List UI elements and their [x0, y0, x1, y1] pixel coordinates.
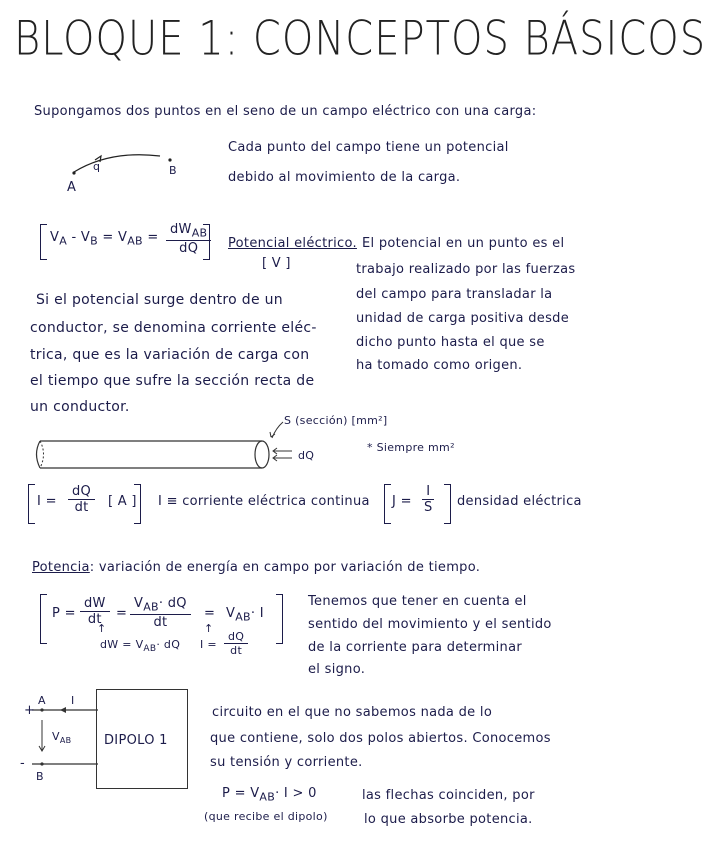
node-a-dot [40, 708, 43, 711]
power-lhs: P = [52, 606, 76, 621]
dipole-plus-sign: + [24, 703, 36, 718]
point-a-dot [72, 171, 75, 174]
power-fraction-1: $\frac{dW}{dt}$ [80, 596, 110, 627]
power-bracket-left [40, 594, 47, 644]
current-text-2: conductor, se denomina corriente eléc- [30, 320, 317, 336]
power-bracket-right [276, 594, 283, 644]
formula-bracket-right [203, 224, 210, 260]
potential-def-4: unidad de carga positiva desde [356, 311, 570, 326]
aux-up-arrow-2-icon: ↑ [204, 622, 214, 635]
charge-path-arc [74, 155, 160, 172]
power-note-4: el signo. [308, 662, 366, 677]
j-bracket-right [444, 484, 451, 524]
current-arrow-icon [60, 707, 66, 713]
dipole-node-b: B [36, 770, 44, 783]
power-definition: Potencia: variación de energía en campo por variación de tiempo. [32, 560, 481, 575]
dipole-arrows-note-2: lo que absorbe potencia. [364, 812, 533, 827]
i-unit: [ A ] [108, 494, 137, 509]
dipole-box-label: DIPOLO 1 [104, 733, 168, 748]
always-mm2-note: * Siempre mm² [367, 441, 455, 454]
charge-label: q [93, 160, 101, 173]
page-title: BLOQUE 1: CONCEPTOS BÁSICOS [14, 12, 706, 67]
dipole-voltage-label: $V_{AB}$ [52, 730, 72, 746]
potential-def-1: El potencial en un punto es el [362, 236, 565, 251]
intro-note-1: Cada punto del campo tiene un potencial [228, 140, 509, 155]
dipole-desc-3: su tensión y corriente. [210, 755, 363, 770]
aux-dw-formula: dW = $V_{AB}\cdot$ dQ [100, 638, 181, 655]
point-b-label: B [169, 164, 177, 177]
dipole-current-label: I [71, 694, 75, 707]
potential-label: Potencial eléctrico. [228, 236, 357, 251]
conductor-section-ellipse [255, 441, 269, 468]
potential-def-3: del campo para transladar la [356, 287, 553, 302]
dipole-power-note: (que recibe el dipolo) [204, 810, 328, 823]
i-fraction: $\frac{dQ}{dt}$ [68, 484, 95, 515]
conductor-left-hidden [40, 441, 44, 468]
intro-line: Supongamos dos puntos en el seno de un campo eléctrico con una carga: [34, 104, 537, 119]
power-fraction-2: $\frac{V_{AB}\cdot dQ}{dt}$ [130, 596, 191, 630]
dipole-minus-sign: - [20, 756, 25, 771]
potential-def-2: trabajo realizado por las fuerzas [356, 262, 576, 277]
conductor-left-cap [37, 441, 41, 468]
power-result: $V_{AB}\cdot I$ [226, 606, 264, 624]
power-eq-1: = [116, 606, 128, 621]
dipole-desc-2: que contiene, solo dos polos abiertos. Conocemos [210, 731, 551, 746]
dipole-node-a: A [38, 694, 46, 707]
aux-up-arrow-1-icon: ↑ [97, 622, 107, 635]
current-text-1: Si el potencial surge dentro de un [36, 292, 283, 308]
point-a-label: A [67, 180, 77, 195]
potential-def-5: dicho punto hasta el que se [356, 335, 545, 350]
potential-def-6: ha tomado como origen. [356, 358, 523, 373]
aux-i-fraction: $\frac{dQ}{dt}$ [224, 630, 248, 657]
i-description: I ≡ corriente eléctrica continua [158, 494, 370, 509]
current-text-5: un conductor. [30, 399, 130, 415]
j-description: densidad eléctrica [457, 494, 582, 509]
current-text-3: trica, que es la variación de carga con [30, 347, 310, 363]
dipole-desc-1: circuito en el que no sabemos nada de lo [212, 705, 493, 720]
dipole-arrows-note-1: las flechas coinciden, por [362, 788, 535, 803]
i-bracket-right [134, 484, 141, 524]
potential-fraction: $\frac{dW_{AB}}{dQ}$ [166, 222, 211, 256]
i-bracket-left [28, 484, 35, 524]
j-fraction: $\frac{I}{S}$ [424, 484, 433, 515]
intro-note-2: debido al movimiento de la carga. [228, 170, 461, 185]
power-note-3: de la corriente para determinar [308, 640, 522, 655]
power-note-1: Tenemos que tener en cuenta el [308, 594, 527, 609]
dq-label: dQ [298, 449, 315, 462]
j-lhs: J = [392, 494, 412, 509]
potential-formula: $V_A - V_B = V_{AB}$ = [50, 230, 159, 248]
current-text-4: el tiempo que sufre la sección recta de [30, 373, 315, 389]
aux-i-lhs: I = [200, 638, 217, 651]
formula-bracket-left [40, 224, 47, 260]
section-label: S (sección) [mm²] [284, 414, 388, 427]
power-note-2: sentido del movimiento y el sentido [308, 617, 552, 632]
power-eq-2: = [204, 606, 216, 621]
point-b-dot [168, 158, 171, 161]
dipole-power-formula: $P = V_{AB}\cdot I > 0$ [222, 786, 317, 804]
j-bracket-left [384, 484, 391, 524]
node-b-dot [40, 762, 43, 765]
potential-unit: [ V ] [262, 256, 291, 271]
dq-arrowheads-icon [273, 448, 277, 461]
i-lhs: I = [37, 494, 57, 509]
